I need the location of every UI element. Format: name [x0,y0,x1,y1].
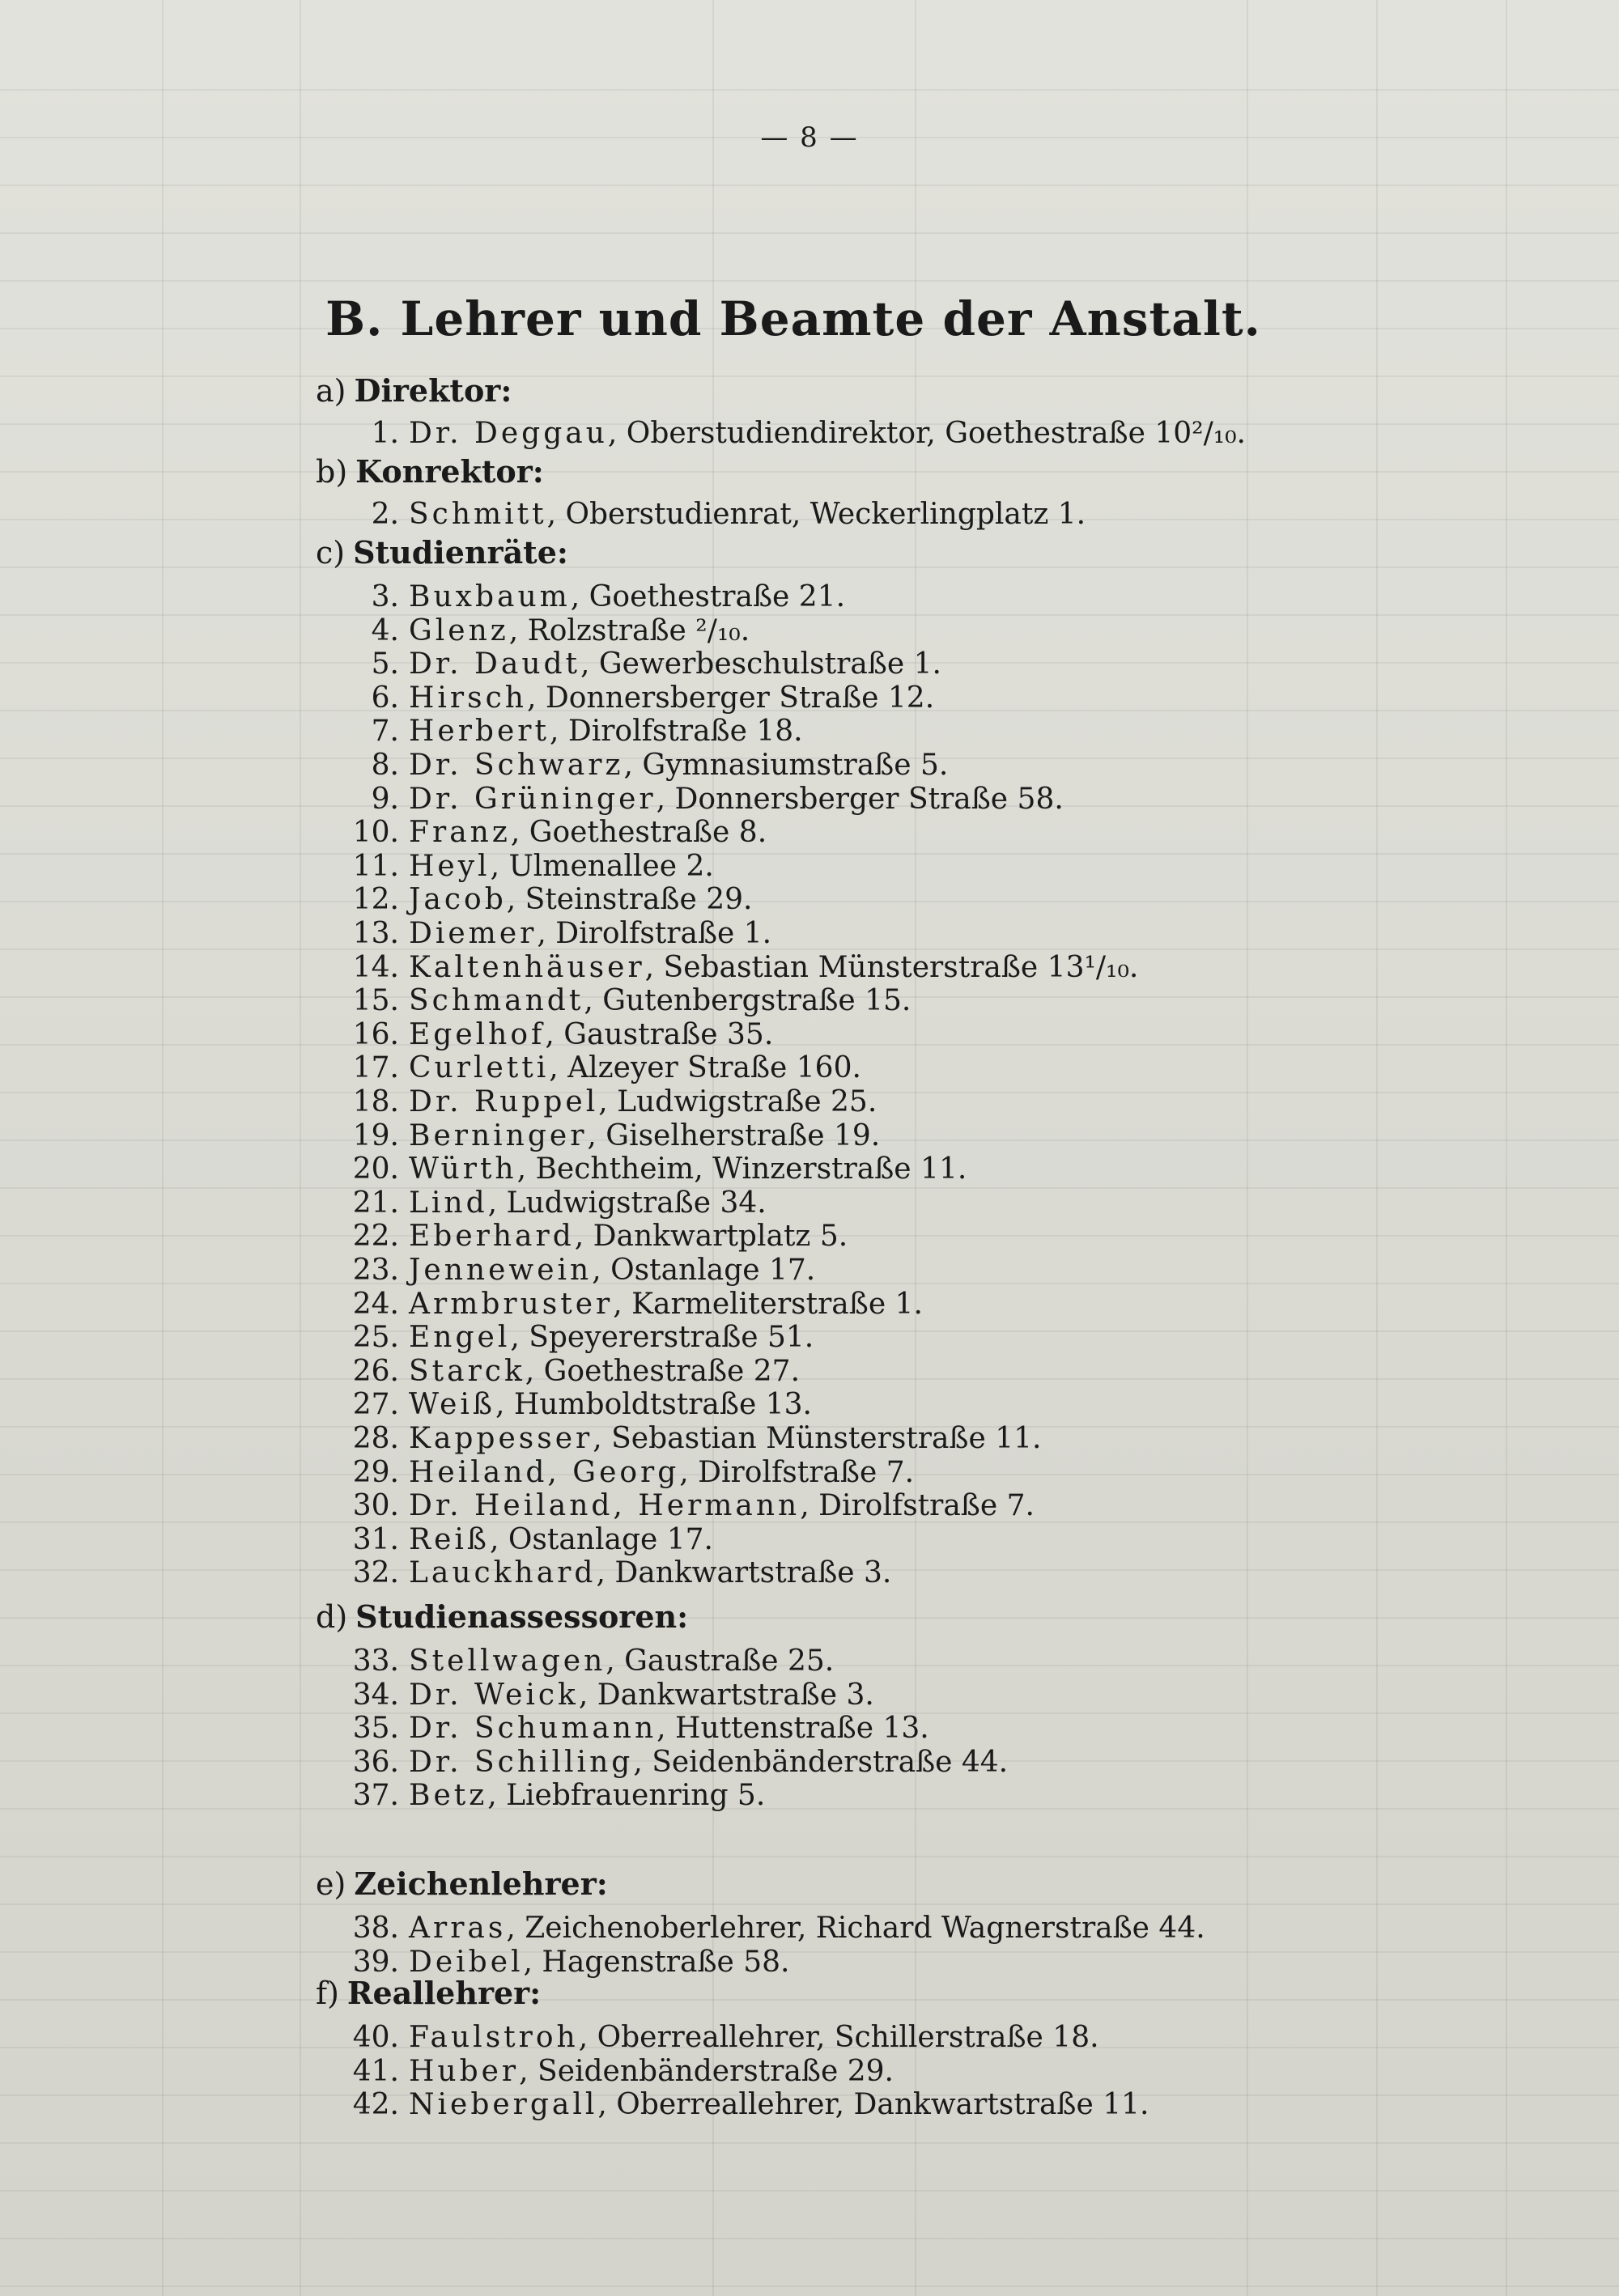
list-item [338,1712,929,1745]
entry-details: , Seidenbänderstraße 44. [633,1745,1009,1779]
entry-name: Lind [409,1186,488,1220]
list-item [338,1556,891,1589]
entry-name: Dr. Schwarz [409,749,624,782]
list-item [338,1422,1041,1455]
section-heading [316,453,544,490]
entry-details: , Goethestraße 27. [525,1354,801,1388]
entry-number: 34. [352,1678,399,1712]
entry-details: , Donnersberger Straße 58. [656,782,1064,816]
entry-name: Betz [409,1779,488,1813]
bleed-through-line [0,1808,1619,1810]
entry-number: 3. [371,580,399,613]
bleed-through-line [0,1378,1619,1380]
entry-number: 6. [371,681,399,715]
bleed-through-line [0,853,1619,855]
entry-details: , Liebfrauenring 5. [487,1779,766,1813]
entry-number: 39. [352,1945,399,1979]
entry-details: , Gymnasiumstraße 5. [623,749,949,782]
entry-details: , Huttenstraße 13. [657,1712,929,1746]
entry-name: Faulstroh [409,2021,579,2054]
entry-number: 5. [371,647,399,681]
bleed-through-line [0,2142,1619,2144]
entry-name: Dr. Grüninger [409,782,657,816]
entry-name: Kaltenhäuser [409,950,645,984]
entry-details: , Dankwartplatz 5. [574,1220,848,1254]
entry-number: 12. [352,883,399,917]
list-item [338,816,767,849]
entry-name: Eberhard [409,1220,575,1254]
entry-details: , Sebastian Münsterstraße 13¹/₁₀. [644,950,1139,984]
entry-name: Dr. Daudt [409,647,581,681]
list-item [338,614,750,647]
entry-details: , Gaustraße 35. [545,1017,774,1051]
bleed-through-line [0,1617,1619,1619]
entry-details: , Bechtheim, Winzerstraße 11. [516,1152,967,1186]
entry-name: Niebergall [409,2088,598,2122]
list-item [338,1051,861,1084]
entry-details: , Dirolfstraße 7. [679,1455,915,1489]
entry-name: Stellwagen [409,1645,606,1678]
entry-number: 36. [352,1745,399,1779]
entry-number: 28. [352,1422,399,1455]
entry-number: 25. [352,1321,399,1355]
entry-details: , Dirolfstraße 18. [549,715,803,749]
list-item [338,1085,877,1118]
entry-name: Weiß [409,1388,495,1422]
entry-name: Dr. Schilling [409,1745,634,1779]
list-item [338,1119,880,1152]
entry-number: 20. [352,1152,399,1186]
entry-name: Lauckhard [409,1556,597,1590]
list-item [338,498,1086,531]
entry-details: , Ludwigstraße 25. [598,1085,877,1118]
section-letter: f) [316,1976,339,2011]
entry-name: Starck [409,1354,525,1388]
section-heading [316,1865,608,1902]
list-item [338,984,911,1017]
entry-details: , Alzeyer Straße 160. [549,1051,861,1085]
bleed-through-line [0,2238,1619,2239]
entry-details: , Dankwartstraße 3. [578,1678,874,1712]
entry-number: 1. [371,417,399,450]
entry-name: Dr. Weick [409,1678,579,1712]
entry-number: 15. [352,984,399,1018]
entry-name: Buxbaum [409,580,571,613]
entry-name: Engel [409,1321,511,1355]
list-item [338,1746,1008,1779]
entry-details: , Ostanlage 17. [489,1522,713,1556]
page-title: B. Lehrer und Beamte der Anstalt. [325,291,1261,346]
entry-number: 14. [352,950,399,984]
entry-name: Huber [409,2054,520,2088]
entry-number: 11. [352,849,399,883]
entry-name: Armbruster [409,1287,614,1321]
entry-number: 35. [352,1712,399,1746]
bleed-through-line [0,471,1619,473]
list-item [338,1645,834,1678]
entry-details: , Gutenbergstraße 15. [584,984,911,1018]
bleed-through-line [0,1999,1619,2001]
bleed-through-line [0,1951,1619,1953]
entry-number: 10. [352,816,399,850]
entry-details: , Oberreallehrer, Dankwartstraße 11. [597,2088,1149,2122]
entry-name: Heiland, Georg [409,1455,680,1489]
list-item [338,1186,767,1220]
entry-details: , Goethestraße 8. [510,816,767,850]
page-number: — 8 — [760,121,859,154]
entry-details: , Goethestraße 21. [570,580,846,613]
entry-details: , Dirolfstraße 1. [537,917,772,950]
entry-name: Heyl [409,849,491,883]
entry-number: 8. [371,749,399,782]
list-item [338,749,948,782]
entry-details: , Ostanlage 17. [592,1254,816,1287]
list-item [338,417,1246,450]
list-item [338,917,771,950]
entry-details: , Seidenbänderstraße 29. [519,2054,894,2088]
entry-number: 33. [352,1645,399,1678]
entry-number: 2. [371,498,399,531]
bleed-through-line [0,376,1619,377]
entry-details: , Hagenstraße 58. [523,1945,790,1979]
list-item [338,647,941,681]
list-item [338,1912,1205,1945]
list-item [338,2088,1149,2121]
list-item [338,1288,923,1321]
bleed-through-line [0,280,1619,282]
section-title: Konrektor: [355,453,544,490]
list-item [338,1779,765,1812]
section-letter: b) [316,454,348,490]
entry-number: 40. [352,2021,399,2054]
entry-number: 7. [371,715,399,749]
list-item [338,681,934,715]
entry-number: 22. [352,1220,399,1254]
entry-name: Diemer [409,917,538,950]
list-item [338,883,752,916]
section-title: Studienräte: [353,534,568,571]
entry-name: Jacob [409,883,507,917]
bleed-through-line [0,2285,1619,2287]
entry-number: 32. [352,1556,399,1590]
bleed-through-line [0,1856,1619,1857]
entry-number: 27. [352,1388,399,1422]
section-letter: c) [316,535,346,571]
entry-number: 13. [352,917,399,950]
bleed-through-line [0,2190,1619,2192]
section-heading [316,534,568,571]
bleed-through-line [0,1903,1619,1905]
section-title: Direktor: [354,372,512,409]
entry-number: 37. [352,1779,399,1813]
entry-name: Berninger [409,1118,588,1152]
entry-number: 17. [352,1051,399,1085]
entry-details: , Sebastian Münsterstraße 11. [593,1422,1042,1455]
entry-number: 16. [352,1017,399,1051]
entry-name: Glenz [409,613,509,647]
list-item [338,951,1138,984]
section-heading [316,1598,688,1635]
section-title: Reallehrer: [346,1975,542,2011]
entry-number: 31. [352,1522,399,1556]
list-item [338,1220,848,1253]
entry-name: Reiß [409,1522,490,1556]
entry-name: Egelhof [409,1017,546,1051]
entry-details: , Zeichenoberlehrer, Richard Wagnerstraße 44. [506,1912,1205,1945]
entry-details: , Humboldtstraße 13. [495,1388,812,1422]
section-title: Zeichenlehrer: [354,1865,608,1902]
entry-number: 38. [352,1912,399,1945]
entry-name: Dr. Ruppel [409,1085,599,1118]
entry-number: 42. [352,2088,399,2122]
list-item [338,1152,967,1186]
entry-name: Franz [409,816,511,850]
bleed-through-line [0,1044,1619,1046]
entry-name: Kappesser [409,1422,593,1455]
entry-name: Jennewein [409,1254,593,1287]
list-item [338,1946,790,1979]
list-item [338,715,803,748]
entry-name: Hirsch [409,681,527,715]
bleed-through-line [0,185,1619,186]
entry-details: , Karmeliterstraße 1. [613,1287,923,1321]
entry-number: 21. [352,1186,399,1220]
entry-number: 19. [352,1118,399,1152]
list-item [338,1678,874,1712]
entry-number: 30. [352,1489,399,1523]
entry-details: , Donnersberger Straße 12. [526,681,935,715]
entry-name: Arras [409,1912,507,1945]
entry-details: , Dankwartstraße 3. [596,1556,892,1590]
list-item [338,2021,1099,2054]
bleed-through-line [0,232,1619,234]
entry-details: , Steinstraße 29. [506,883,753,917]
entry-name: Dr. Schumann [409,1712,657,1746]
entry-number: 23. [352,1254,399,1287]
section-title: Studienassessoren: [355,1598,689,1635]
section-letter: a) [316,373,346,409]
entry-details: , Oberstudienrat, Weckerlingplatz 1. [546,498,1086,531]
bleed-through-line [0,901,1619,902]
entry-number: 41. [352,2054,399,2088]
entry-details: , Gaustraße 25. [606,1645,835,1678]
entry-name: Würth [409,1152,517,1186]
list-item [338,1388,812,1421]
entry-details: , Dirolfstraße 7. [800,1489,1035,1523]
section-letter: d) [316,1599,348,1635]
entry-details: , Oberstudiendirektor, Goethestraße 10²/₁₀. [607,417,1247,450]
entry-number: 9. [371,782,399,816]
list-item [338,1254,815,1287]
bleed-through-line [0,567,1619,568]
entry-details: , Oberreallehrer, Schillerstraße 18. [578,2021,1099,2054]
section-letter: e) [316,1866,346,1902]
entry-details: , Ludwigstraße 34. [487,1186,767,1220]
entry-number: 4. [371,613,399,647]
bleed-through-line [0,614,1619,616]
list-item [338,580,845,613]
entry-details: , Gewerbeschulstraße 1. [580,647,941,681]
entry-name: Dr. Deggau [409,417,608,450]
section-heading [316,372,512,409]
entry-name: Schmandt [409,984,584,1018]
list-item [338,1456,914,1489]
list-item [338,2055,894,2088]
entry-details: , Ulmenallee 2. [490,849,714,883]
entry-name: Curletti [409,1051,550,1085]
list-item [338,850,714,883]
entry-name: Herbert [409,715,550,749]
list-item [338,1355,800,1388]
list-item [338,1321,814,1354]
entry-name: Dr. Heiland, Hermann [409,1489,801,1523]
list-item [338,783,1064,816]
list-item [338,1489,1035,1522]
bleed-through-line [0,89,1619,91]
entry-details: , Speyererstraße 51. [510,1321,814,1355]
bleed-through-line [0,1187,1619,1189]
list-item [338,1018,773,1051]
entry-number: 18. [352,1085,399,1118]
entry-details: , Rolzstraße ²/₁₀. [508,613,750,647]
entry-details: , Giselherstraße 19. [587,1118,881,1152]
entry-number: 29. [352,1455,399,1489]
entry-name: Deibel [409,1945,524,1979]
entry-number: 24. [352,1287,399,1321]
entry-name: Schmitt [409,498,547,531]
list-item [338,1523,713,1556]
entry-number: 26. [352,1354,399,1388]
section-heading [316,1975,541,2011]
